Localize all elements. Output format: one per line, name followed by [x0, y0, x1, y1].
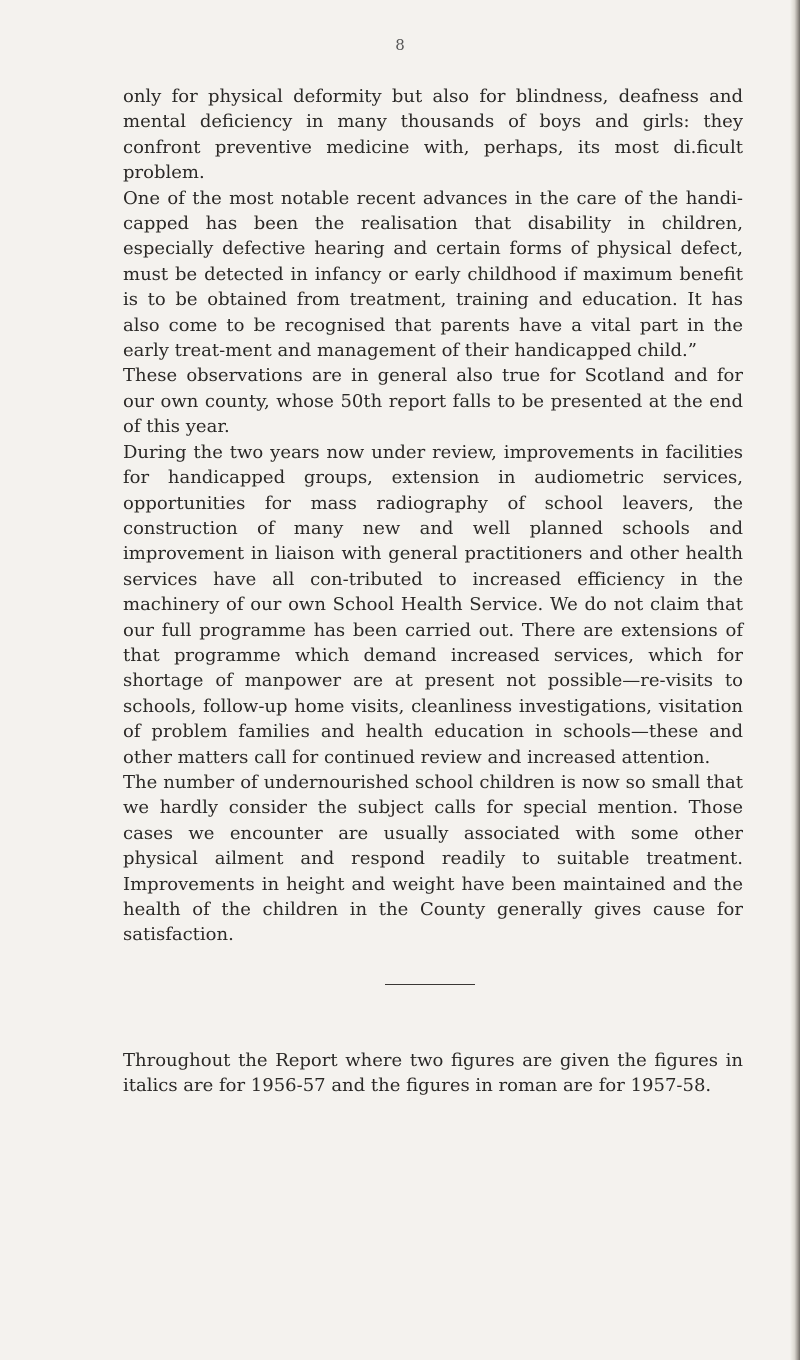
footnote: [123, 1048, 743, 1099]
paragraph-review-improvements: During the two years now under review, improvements in facilities for handicapped groups, extension in audiometric services, opportunities for mass radiography of school leavers, the construction of many new and well planned schools and improvement in liaison with general practitioners and other health services have all con-tributed to increased efficiency in the machinery of our own School Health Service. We do not claim that our full programme has been carried out. There are extensions of that programme which demand increased services, which for shortage of manpower are at present not possible—re-visits to schools, follow-up home visits, cleanliness investigations, visitation of problem families and health education in schools—these and other matters call for continued review and increased attention.: [123, 441, 743, 768]
paragraph-continued: only for physical deformity but also for blindness, deafness and mental deficiency in many thousands of boys and girls: they confront preventive medicine with, perhaps, its most di.ficult problem.: [123, 86, 743, 184]
page-edge-shadow: [790, 0, 800, 1360]
paragraph-handicapped-advances: One of the most notable recent advances in the care of the handi-capped has been the realisation that disability in children, especially defective hearing and certain forms of physical defect, must be detected in infancy or early childhood if maximum benefit is to be obtained from treatment, training and education. It has also come to be recognised that parents have a vital part in the early treat-ment and management of their handicapped child.”: [123, 187, 743, 362]
section-divider: [385, 984, 475, 985]
body-text: [123, 84, 743, 948]
paragraph-undernourished-children: The number of undernourished school children is now so small that we hardly consider the subject calls for special mention. Those cases we encounter are usually associated with some other physical ailment and respond readily to suitable treatment. Improvements in height and weight have been maintained and the health of the children in the County generally gives cause for satisfaction.: [123, 771, 743, 946]
footnote-text: Throughout the Report where two figures are given the figures in italics are for 1956-57 and the figures in roman are for 1957-58.: [123, 1050, 743, 1097]
page-number: 8: [395, 36, 405, 54]
paragraph-scotland-observations: These observations are in general also true for Scotland and for our own county, whose 50th report falls to be presented at the end of this year.: [123, 365, 743, 438]
